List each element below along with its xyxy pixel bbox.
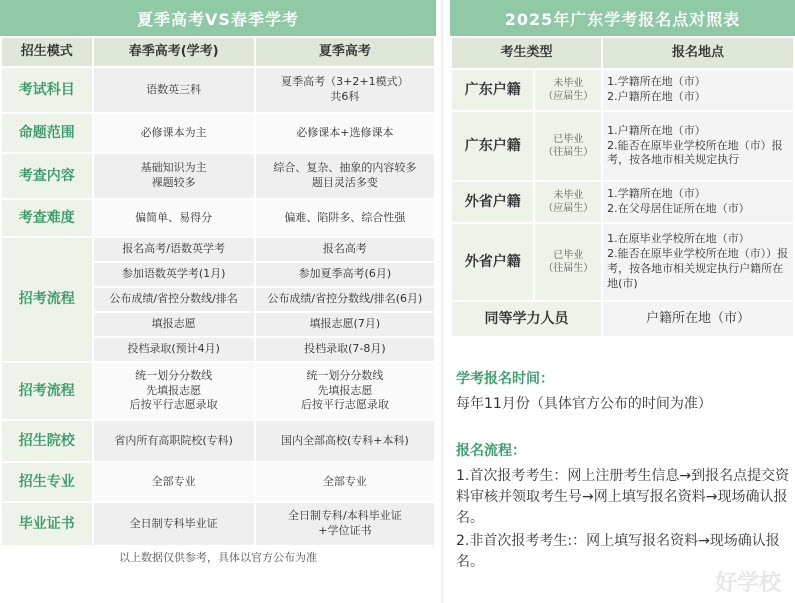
flow-step-1: 1.首次报考考生：网上注册考生信息→到报名点提交资料审核并领取考生号→网上填写报名资料→现场确认报名。 <box>456 468 790 526</box>
summer-cell: 统一划分分数线 先填报志愿 后按平行志愿录取 <box>256 363 434 419</box>
spring-cell: 公布成绩/省控分数线/排名 <box>94 288 254 311</box>
table-row <box>452 302 793 336</box>
table-row <box>2 503 434 545</box>
row-label: 招考流程 <box>2 238 92 361</box>
address-line: 2.户籍所在地（市） <box>607 90 706 103</box>
table-row <box>2 463 434 501</box>
summer-cell: 必修课本+选修课本 <box>256 114 434 152</box>
spring-cell: 投档录取(预计4月) <box>94 338 254 361</box>
summer-cell: 偏难、陷阱多、综合性强 <box>256 200 434 236</box>
table-row <box>2 200 434 236</box>
table-row <box>452 182 793 222</box>
address-line: 2.能否在原毕业学校所在地（市））报考，按各地市相关规定执行户籍所在地(市) <box>607 247 789 290</box>
address-line: 1.学籍所在地（市） <box>607 187 706 201</box>
status-label: 未毕业 （应届生） <box>535 182 601 222</box>
summer-cell: 国内全部高校(专科+本科) <box>256 421 434 461</box>
summer-cell: 全部专业 <box>256 463 434 501</box>
address-line: 1.户籍所在地（市） <box>607 123 706 137</box>
header-type: 考生类型 <box>452 38 601 68</box>
spring-cell: 填报志愿 <box>94 313 254 336</box>
summer-cell: 报名高考 <box>256 238 434 261</box>
address-line: 1.学籍所在地（市） <box>607 75 706 89</box>
equivalent-address: 户籍所在地（市） <box>603 302 793 336</box>
watermark-logo: 好学校 <box>714 571 781 596</box>
table-row <box>452 70 793 110</box>
row-label: 命题范围 <box>2 114 92 152</box>
spring-cell: 统一划分分数线 先填报志愿 后按平行志愿录取 <box>94 363 254 419</box>
address-cell <box>603 224 793 300</box>
table-row <box>2 154 434 198</box>
spring-cell: 报名高考/语数英学考 <box>94 238 254 261</box>
spring-cell: 基础知识为主 裸题较多 <box>94 154 254 198</box>
row-label: 毕业证书 <box>2 503 92 545</box>
address-line: 2.能否在原毕业学校所在地（市）报考，按各地市相关规定执行 <box>607 138 783 167</box>
time-section <box>456 368 792 415</box>
spring-cell: 参加语数英学考(1月) <box>94 263 254 286</box>
summer-cell: 填报志愿(7月) <box>256 313 434 336</box>
spring-cell: 全部专业 <box>94 463 254 501</box>
residence-label: 广东户籍 <box>452 70 533 110</box>
summer-cell: 投档录取(7-8月) <box>256 338 434 361</box>
table-row <box>452 224 793 300</box>
registration-panel <box>450 0 795 338</box>
header-summer: 夏季高考 <box>256 38 434 66</box>
address-line: 1.在原毕业学校所在地（市） <box>607 232 750 246</box>
header-location: 报名地点 <box>603 38 793 68</box>
flow-step-2: 2.非首次报考考生:：网上填写报名资料→现场确认报名。 <box>456 533 780 570</box>
summer-cell: 全日制专科/本科毕业证 +学位证书 <box>256 503 434 545</box>
address-cell <box>603 70 793 110</box>
spring-cell: 必修课本为主 <box>94 114 254 152</box>
time-title: 学考报名时间： <box>456 371 554 387</box>
row-label: 考试科目 <box>2 68 92 112</box>
flow-section <box>456 440 792 573</box>
registration-table <box>450 36 795 338</box>
residence-label: 外省户籍 <box>452 182 533 222</box>
table-row <box>2 363 434 419</box>
summer-cell: 夏季高考（3+2+1模式） 共6科 <box>256 68 434 112</box>
row-label: 考查内容 <box>2 154 92 198</box>
spring-cell: 语数英三科 <box>94 68 254 112</box>
comparison-title: 夏季高考VS春季学考 <box>0 0 436 36</box>
row-label: 招考流程 <box>2 363 92 419</box>
table-row <box>2 421 434 461</box>
address-cell <box>603 182 793 222</box>
residence-label: 广东户籍 <box>452 112 533 180</box>
disclaimer-note: 以上数据仅供参考，具体以官方公布为准 <box>119 551 317 564</box>
table-row <box>2 114 434 152</box>
spring-cell: 偏简单、易得分 <box>94 200 254 236</box>
status-label: 已毕业 （往届生） <box>535 112 601 180</box>
spring-cell: 省内所有高职院校(专科) <box>94 421 254 461</box>
header-spring: 春季高考(学考) <box>94 38 254 66</box>
equivalent-label: 同等学力人员 <box>452 302 601 336</box>
status-label: 未毕业 （应届生） <box>535 70 601 110</box>
residence-label: 外省户籍 <box>452 224 533 300</box>
row-label: 考查难度 <box>2 200 92 236</box>
summer-cell: 综合、复杂、抽象的内容较多 题目灵活多变 <box>256 154 434 198</box>
time-text: 每年11月份（具体官方公布的时间为准） <box>456 396 712 412</box>
address-cell <box>603 112 793 180</box>
registration-title: 2025年广东学考报名点对照表 <box>450 0 795 36</box>
flow-title: 报名流程： <box>456 443 526 459</box>
status-label: 已毕业 （往届生） <box>535 224 601 300</box>
header-mode: 招生模式 <box>2 38 92 66</box>
address-line: 2.在父母居住证所在地（市） <box>607 202 750 215</box>
spring-cell: 全日制专科毕业证 <box>94 503 254 545</box>
table-row <box>452 112 793 180</box>
comparison-table <box>0 36 436 547</box>
panel-divider <box>441 0 443 603</box>
table-row <box>2 238 434 261</box>
row-label: 招生专业 <box>2 463 92 501</box>
summer-cell: 公布成绩/省控分数线/排名(6月) <box>256 288 434 311</box>
row-label: 招生院校 <box>2 421 92 461</box>
table-row <box>2 68 434 112</box>
summer-cell: 参加夏季高考(6月) <box>256 263 434 286</box>
